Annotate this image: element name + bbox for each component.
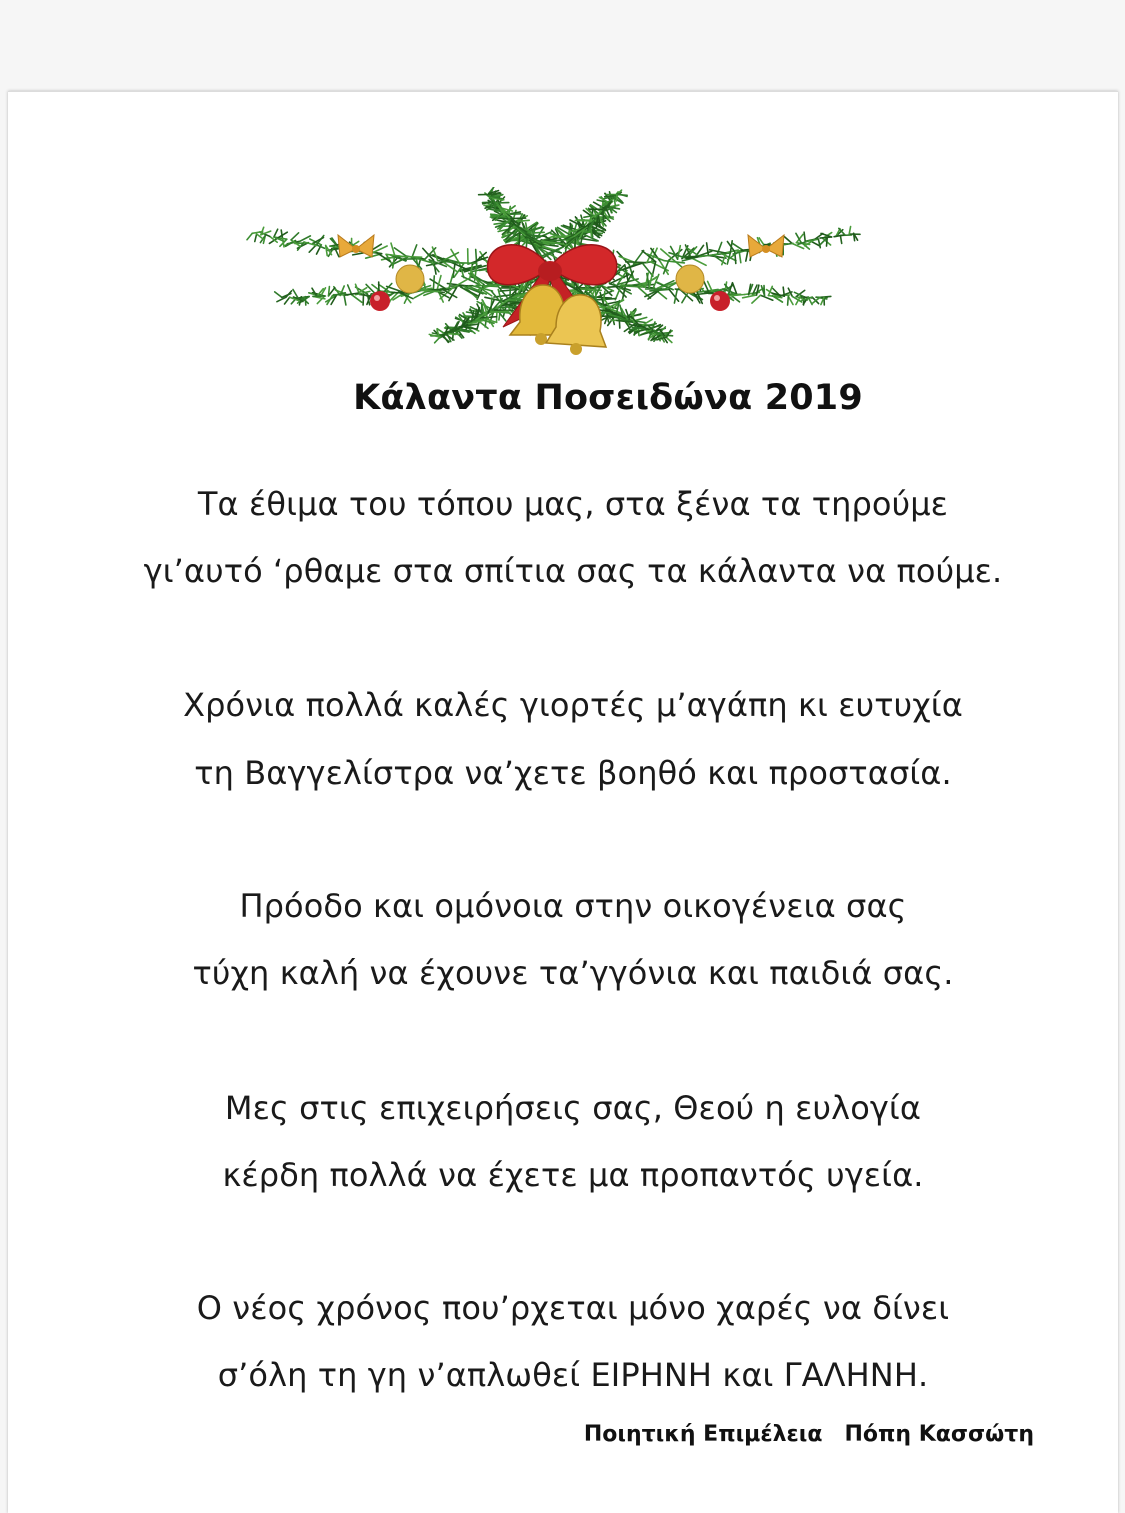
verse-line: Χρόνια πολλά καλές γιορτές μ’αγάπη κι ευτυχία	[8, 686, 1125, 724]
christmas-garland-icon	[238, 187, 868, 362]
verse-line: Ο νέος χρόνος που’ρχεται μόνο χαρές να δίνει	[8, 1289, 1125, 1327]
verse-line: Τα έθιμα του τόπου μας, στα ξένα τα τηρούμε	[8, 485, 1125, 523]
verse-line: τη Βαγγελίστρα να’χετε βοηθό και προστασία.	[8, 754, 1125, 792]
verse-line: γι’αυτό ‘ρθαμε στα σπίτια σας τα κάλαντα να πούμε.	[8, 552, 1125, 590]
document-page	[8, 91, 1118, 1513]
gold-bow-right-icon	[748, 235, 784, 257]
credit-label: Ποιητική Επιμέλεια	[584, 1422, 823, 1447]
document-title: Κάλαντα Ποσειδώνα 2019	[8, 378, 1125, 418]
verse-line: Μες στις επιχειρήσεις σας, Θεού η ευλογία	[8, 1089, 1125, 1127]
credit-line	[584, 1422, 1034, 1447]
red-ornament-left-icon	[370, 291, 390, 311]
verse-line: κέρδη πολλά να έχετε μα προπαντός υγεία.	[8, 1156, 1125, 1194]
credit-author: Πόπη Κασσώτη	[844, 1422, 1034, 1447]
gold-ornament-left-icon	[396, 265, 424, 293]
verse-line: σ’όλη τη γη ν’απλωθεί ΕΙΡΗΝΗ και ΓΑΛΗΝΗ.	[8, 1356, 1125, 1394]
verse-line: τύχη καλή να έχουνε τα’γγόνια και παιδιά σας.	[8, 954, 1125, 992]
red-ornament-right-icon	[710, 291, 730, 311]
verse-line: Πρόοδο και ομόνοια στην οικογένεια σας	[8, 887, 1125, 925]
gold-ornament-right-icon	[676, 265, 704, 293]
